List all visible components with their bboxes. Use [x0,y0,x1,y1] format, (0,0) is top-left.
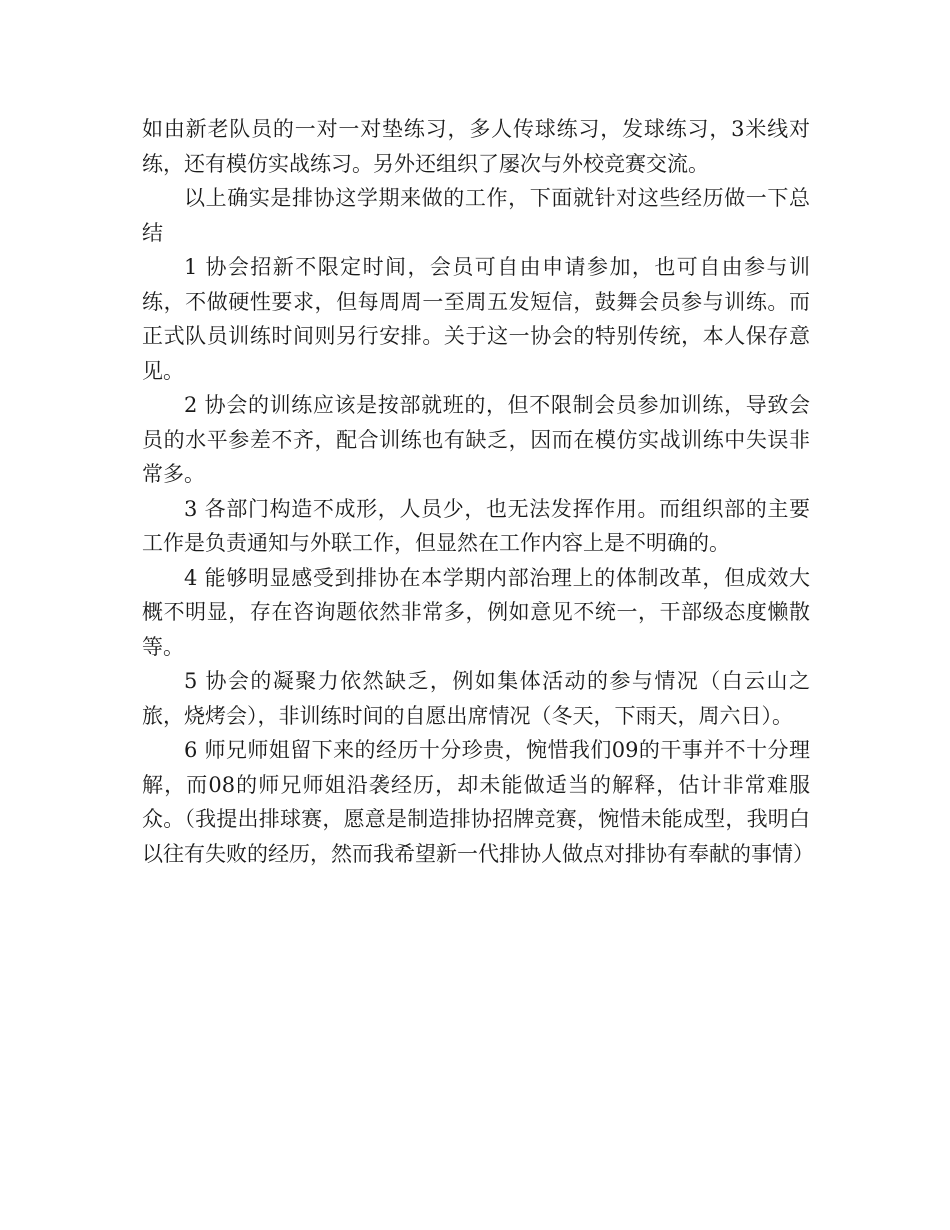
paragraph-summary-lead: 以上确实是排协这学期来做的工作，下面就针对这些经历做一下总结 [142,186,810,245]
paragraph-point-2: 2 协会的训练应该是按部就班的，但不限制会员参加训练，导致会员的水平参差不齐，配合训练也有缺乏，因而在模仿实战训练中失误非常多。 [142,393,810,486]
paragraph-intro-continued: 如由新老队员的一对一对垫练习，多人传球练习，发球练习，3米线对练，还有模仿实战练习。另外还组织了屡次与外校竞赛交流。 [142,117,810,176]
paragraph-point-6: 6 师兄师姐留下来的经历十分珍贵，惋惜我们09的干事并不十分理解，而08的师兄师姐沿袭经历，却未能做适当的解释，估计非常难服众。（我提出排球赛，愿意是制造排协招牌竞赛，惋惜未能成型，我明白以往有失败的经历，然而我希望新一代排协人做点对排协有奉献的事情） [142,738,814,866]
paragraph-point-1: 1 协会招新不限定时间，会员可自由申请参加，也可自由参与训练，不做硬性要求，但每周周一至周五发短信，鼓舞会员参与训练。而正式队员训练时间则另行安排。关于这一协会的特别传统，本人保存意见。 [142,255,810,383]
paragraph-point-5: 5 协会的凝聚力依然缺乏，例如集体活动的参与情况（白云山之旅，烧烤会），非训练时间的自愿出席情况（冬天，下雨天，周六日）。 [142,669,810,728]
document-body [142,112,814,871]
paragraph-point-3: 3 各部门构造不成形，人员少，也无法发挥作用。而组织部的主要工作是负责通知与外联工作，但显然在工作内容上是不明确的。 [142,496,810,555]
paragraph-point-4: 4 能够明显感受到排协在本学期内部治理上的体制改革，但成效大概不明显，存在咨询题依然非常多，例如意见不统一，干部级态度懒散等。 [142,565,810,659]
